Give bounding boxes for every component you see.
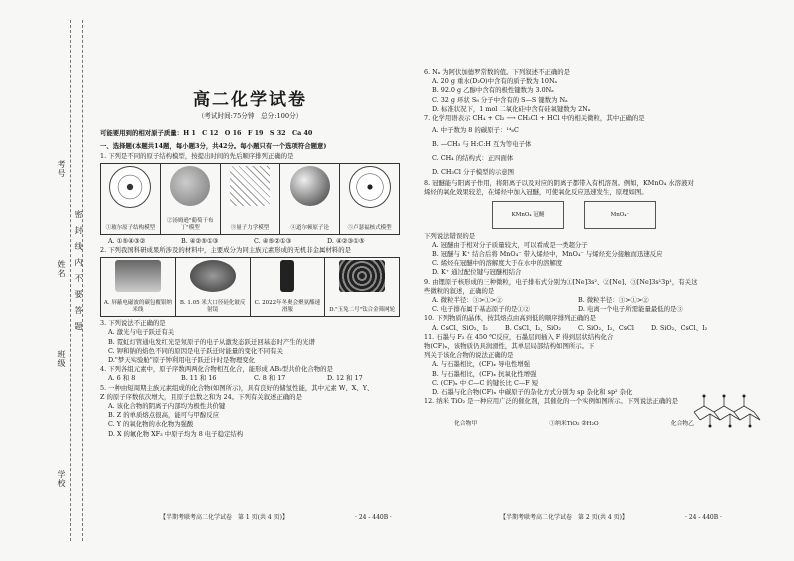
q11-option-b: B. 与石墨相比，(CF)ₓ 抗氧化性增强 [432, 369, 537, 378]
q8-option-d: D. K⁺ 通过配位键与冠醚相结合 [432, 268, 522, 277]
rutherford-model: ⑤卢瑟福核式模型 [340, 164, 399, 234]
question-9: 9. 由锂原子核形成的三种微粒，电子排布式分别为①[Ne]3s²、②[Ne]、③[Ne]3s¹3p¹，有关这 [424, 277, 698, 286]
page2-footer: 【半期考联考高二化学试卷 第 2 页(共 4 页)】 [500, 514, 628, 521]
atom-models-row [100, 163, 400, 235]
q3-option-a: A. 激光与电子跃迁有关 [108, 328, 175, 337]
q5-option-b: B. Z 的单质熔点很高，能可与甲醇反应 [108, 411, 220, 420]
question-11-cont: 物(CF)ₓ，该物质仍具润滑性，其单层局部结构如图所示。下 [424, 342, 595, 351]
q11-option-a: A. 与石墨相比，(CF)ₓ 导电性增强 [432, 360, 531, 369]
q8-option-a: A. 冠醚由于相对分子质量较大，可以看成是一类超分子 [432, 240, 588, 249]
q8-option-c: C. 烯烃在冠醚中的溶解度大于在水中的溶解度 [432, 259, 563, 268]
section-heading: 一、选择题(本题共14题，每小题3分，共42分。每小题只有一个选项符合题意) [100, 142, 327, 151]
question-8: 8. 冠醚能与阳离子作用，将阳离子以及对应的阴离子都带入有机溶剂。例如，KMnO₄ 水溶液对 [424, 179, 694, 188]
q7-option-b: B. —CH₃ 与 H:C:H 互为等电子体 [432, 140, 532, 149]
q6-option-d: D. 标准状况下，1 mol 二氧化硅中含有硅氧键数为 2Nₐ [432, 104, 591, 113]
question-9-cont: 些微粒的叙述，正确的是 [424, 286, 495, 295]
question-5-cont: Z 的原子序数依次增大，且原子总数之和为 24。下列有关叙述正确的是 [100, 392, 302, 401]
question-11: 11. 石墨与 F₂ 在 450 ℃反应，石墨层间插入 F 得到层状结构化合 [424, 332, 614, 341]
q10-options: A. CsCl、SiO₂、I₂ B. CsCl、I₂、SiO₂ C. SiO₂、I₂、CsCl D. SiO₂、CsCl、I₂ [432, 323, 708, 332]
rutherford-model-image [349, 166, 391, 208]
question-2: 2. 下列我国科研成果所涉及的材料中，主要成分为同主族元素形成的无机非金属材料的是 [100, 246, 351, 255]
right-column [424, 68, 724, 430]
q7-option-d: D. CH₃Cl 分子模型的示意图 [432, 168, 515, 177]
q9-options-1: A. 微粒半径：③>①>② B. 微粒半径：③>①>② [432, 296, 649, 305]
name-label: 姓名 [57, 260, 66, 278]
question-6: 6. Nₐ 为阿伏加德罗常数的值。下列叙述不正确的是 [424, 68, 571, 76]
exam-subtitle: （考试时间:75分钟 总分:100分） [197, 112, 303, 120]
question-11-cont2: 列关于该化合物的说法正确的是 [424, 351, 514, 360]
question-3: 3. 下列说法不正确的是 [100, 319, 166, 328]
graphite-fluoride-structure [692, 392, 762, 430]
bohr-model-image [109, 166, 151, 208]
q11-option-c: C. (CF)ₓ 中 C—C 的键长比 C—F 短 [432, 378, 539, 387]
q6-option-a: A. 20 g 重水(D₂O)中含有的质子数为 10Nₐ [432, 77, 558, 86]
q5-option-d: D. X 的氟化物 XF₃ 中原子均为 8 电子稳定结构 [108, 429, 244, 438]
dalton-model-image [290, 166, 330, 206]
quantum-model: ③量子力学模型 [221, 164, 281, 234]
catalyst-label: ①纳米TiO₂ ②H₂O [549, 421, 599, 428]
binding-margin [0, 0, 95, 561]
q12-diagram [424, 406, 724, 429]
question-5: 5. 一种由短周期主族元素组成的化合物(如图所示)，具有良好的储氢性能，其中元素 W、X、Y、 [100, 383, 374, 392]
q3-option-d: D."梦天实验舱"原子钟利用电子跃迁计时是物理变化 [108, 356, 256, 365]
q5-option-a: A. 该化合物的阴离子内部均为极性共价键 [108, 402, 226, 411]
compound-b-label: 化合物乙 [670, 421, 694, 428]
page1-code: · 24 - 440B · [355, 514, 392, 521]
question-1: 1. 下列是不同的原子结构模型，按提出时间的先后顺序排列正确的是 [100, 151, 294, 160]
q9-options-2: C. 电子排布属于基态原子的是①② D. 电离一个电子所需能量最低的是③ [432, 305, 683, 314]
thomson-model-image [170, 166, 210, 206]
page2-code: · 24 - 440B · [685, 514, 722, 521]
binding-line [70, 20, 71, 541]
q11-option-d: D. 石墨与化合物(CF)ₓ 中碳原子的杂化方式分别为 sp 杂化和 sp² 杂化 [432, 388, 633, 397]
class-label: 班级 [57, 350, 66, 368]
q3-option-b: B. 霓虹灯管通电发红光是氖原子的电子从激发态跃迁回基态时产生的光谱 [108, 337, 315, 346]
atomic-masses: 可能要用到的相对原子质量：H 1 C 12 O 16 F 19 S 32 Ca 40 [100, 129, 313, 138]
seal-text: 密 封 线 内 不 要 答 题 [74, 210, 83, 330]
question-7: 7. 化学用语表示 CH₄ + Cl₂ ⟶ CH₃Cl + HCl 中的相关微粒，其中正确的是 [424, 114, 645, 123]
q5-option-c: C. Y 的氧化物的水化物为强酸 [108, 420, 194, 429]
quantum-model-image [230, 166, 270, 206]
left-column [100, 62, 400, 439]
school-label: 学校 [57, 470, 66, 488]
q6-option-c: C. 32 g 环状 S₈ 分子中含有的 S—S 键数为 Nₐ [432, 95, 568, 104]
material-c: C. 2022年冬奥会聚氨酯速滑服 [251, 258, 326, 316]
q6-option-b: B. 92.0 g 乙醇中含有的极性键数为 3.0Nₐ [432, 86, 554, 95]
q3-option-c: C. 钾和钠的焰色不同的原因是电子跃迁时能量的变化不同有关 [108, 346, 283, 355]
dalton-model: ④道尔顿原子论 [280, 164, 340, 234]
question-12: 12. 纳米 TiO₂ 是一种应用广泛的催化剂，其催化的一个实例如图所示。下列说法正确的是 [424, 397, 679, 406]
q8-option-b: B. 冠醚与 K⁺ 结合后将 MnO₄⁻ 带入烯烃中，MnO₄⁻ 与烯烃充分接触而迅速反应 [432, 250, 663, 259]
question-4-options: A. 6 和 8 B. 11 和 16 C. 8 和 17 D. 12 和 17 [108, 374, 363, 383]
material-a: A. 屏蔽电磁波的碳包覆银纳米线 [101, 258, 176, 316]
exam-number-label: 考号 [57, 160, 66, 178]
thomson-model: ②汤姆逊"葡萄干布丁"模型 [161, 164, 221, 234]
materials-row [100, 257, 400, 317]
question-8-cont: 烯烃的氧化效果较差，在烯烃中加入冠醚，可使氧化反应迅速发生，原理如图。 [424, 188, 648, 197]
bohr-model: ①玻尔原子结构模型 [101, 164, 161, 234]
crown-ether-left: KMnO₄ 冠醚 [492, 201, 564, 229]
crown-ether-right: MnO₄⁻ [584, 201, 656, 229]
material-d: D."玉兔二号"钛合金筛网轮 [325, 258, 399, 316]
q7-option-c: C. CH₄ 的结构式：正四面体 [432, 154, 514, 163]
compound-a-label: 化合物甲 [454, 421, 478, 428]
question-8-prompt: 下列说法错误的是 [424, 231, 476, 240]
question-4: 4. 下列各组元素中，原子序数两两化合物相互化合，能形成 AB₂型共价化合物的是 [100, 365, 333, 374]
crown-ether-diagram [424, 201, 724, 229]
exam-title: 高二化学试卷 [193, 90, 307, 110]
material-b: B. 1.05 米大口径硅化铍反射镜 [176, 258, 251, 316]
q7-option-a: A. 中子数为 8 的碳原子：¹⁴₆C [432, 126, 519, 135]
page1-footer: 【半期考联考高二化学试卷 第 1 页(共 4 页)】 [160, 514, 288, 521]
question-1-options: A. ①⑤④③② B. ④②⑤①③ C. ④⑤②①③ D. ④②③①⑤ [108, 236, 365, 245]
question-10: 10. 下列物质的晶体，按其熔点由高到低的顺序排列正确的是 [424, 314, 596, 323]
